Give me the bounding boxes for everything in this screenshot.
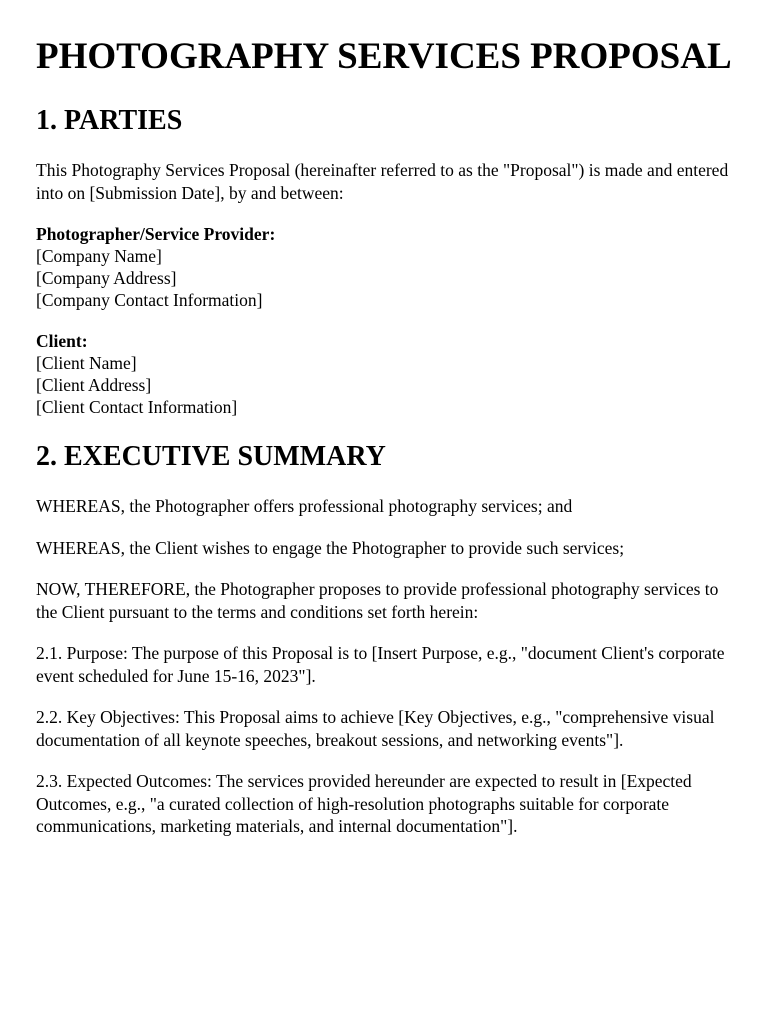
whereas-paragraph-1: WHEREAS, the Photographer offers professional photography services; and	[36, 496, 573, 516]
client-contact: [Client Contact Information]	[36, 397, 238, 417]
now-therefore-paragraph: NOW, THEREFORE, the Photographer proposes to provide professional photography services to the Client pursuant to the terms and conditions set forth herein:	[36, 579, 719, 622]
document-page	[36, 0, 736, 838]
expected-outcomes-paragraph: 2.3. Expected Outcomes: The services provided hereunder are expected to result in [Expected Outcomes, e.g., "a curated collection of high-resolution photographs suitable for corporate communications, marketing materials, and internal documentation"].	[36, 771, 692, 836]
client-label: Client:	[36, 331, 88, 351]
whereas-paragraph-2: WHEREAS, the Client wishes to engage the Photographer to provide such services;	[36, 537, 625, 558]
provider-block	[36, 223, 736, 311]
provider-company-name: [Company Name]	[36, 246, 162, 266]
key-objectives-paragraph: 2.2. Key Objectives: This Proposal aims to achieve [Key Objectives, e.g., "comprehensive visual documentation of all keynote speeches, breakout sessions, and networking events"].	[36, 707, 715, 750]
client-name: [Client Name]	[36, 353, 137, 373]
client-address: [Client Address]	[36, 375, 152, 395]
document-title: PHOTOGRAPHY SERVICES PROPOSAL	[36, 36, 732, 77]
provider-label: Photographer/Service Provider:	[36, 224, 276, 244]
provider-company-contact: [Company Contact Information]	[36, 290, 263, 310]
parties-intro-paragraph: This Photography Services Proposal (hereinafter referred to as the "Proposal") is made and entered into on [Submission Date], by and between:	[36, 160, 729, 203]
section-heading-executive-summary: 2. EXECUTIVE SUMMARY	[36, 441, 386, 472]
purpose-paragraph: 2.1. Purpose: The purpose of this Proposal is to [Insert Purpose, e.g., "document Client's corporate event scheduled for June 15-16, 2023"].	[36, 643, 725, 686]
section-heading-parties: 1. PARTIES	[36, 105, 183, 136]
provider-company-address: [Company Address]	[36, 268, 177, 288]
client-block	[36, 330, 736, 418]
